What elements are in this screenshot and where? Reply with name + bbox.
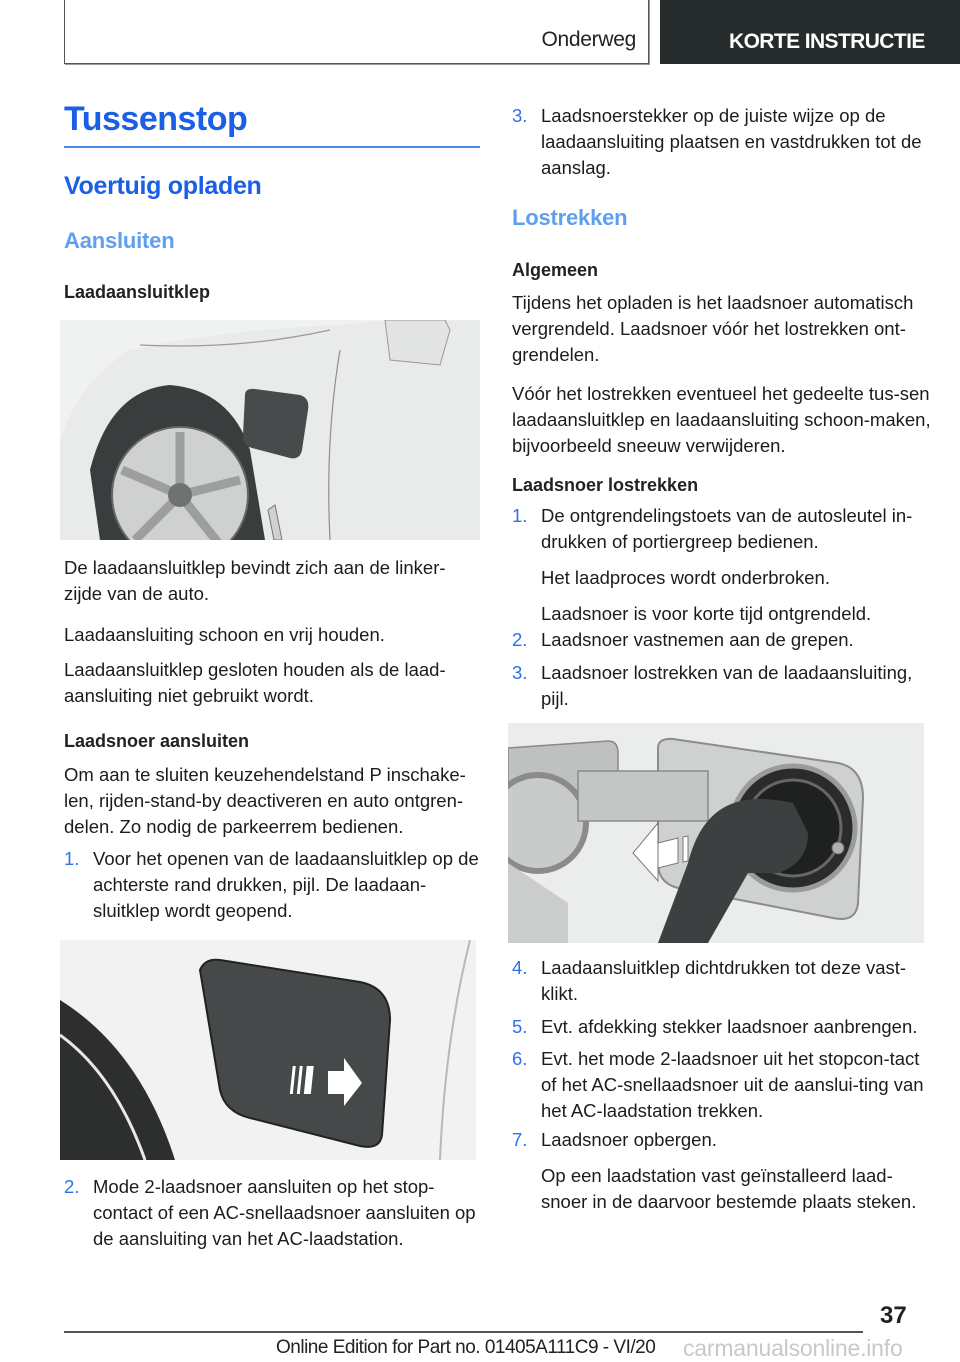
list-item-unplug-step-5 bbox=[512, 1014, 932, 1040]
header-chapter-tab bbox=[660, 0, 960, 64]
list-item-connect-step-1 bbox=[64, 846, 480, 924]
step-text: Evt. afdekking stekker laadsnoer aanbrengen. bbox=[541, 1016, 918, 1037]
title-divider bbox=[64, 146, 480, 148]
paragraph-keep-closed: Laadaansluitklep gesloten houden als de laad-aansluiting niet gebruikt wordt. bbox=[64, 659, 446, 706]
chapter-tab-label: KORTE INSTRUCTIE bbox=[729, 30, 925, 53]
paragraph-flap-location: De laadaansluitklep bevindt zich aan de linker-zijde van de auto. bbox=[64, 557, 446, 604]
section-heading-voertuig-opladen: Voertuig opladen bbox=[64, 172, 262, 200]
page-number: 37 bbox=[880, 1302, 907, 1329]
paragraph-connect-intro: Om aan te sluiten keuzehendelstand P inschake-len, rijden-stand-by deactiveren en auto ontgren-delen. Zo nodig de parkeerrem bedienen. bbox=[64, 764, 466, 837]
step-text: Laadaansluitklep dichtdrukken tot deze vast-klikt. bbox=[541, 957, 907, 1004]
step-number: 1. bbox=[512, 505, 528, 526]
footer-divider bbox=[64, 1331, 863, 1333]
list-item-unplug-step-4 bbox=[512, 955, 932, 1007]
list-item-unplug-step-6 bbox=[512, 1046, 932, 1124]
subheading-lostrekken: Lostrekken bbox=[512, 205, 628, 230]
footer-edition: Online Edition for Part no. 01405A111C9 - VI/20 bbox=[276, 1337, 656, 1358]
subheading-aansluiten: Aansluiten bbox=[64, 228, 175, 253]
step-text: Laadsnoerstekker op de juiste wijze op de laadaansluiting plaatsen en vastdrukken tot de aanslag. bbox=[541, 105, 922, 178]
car-charging-flap-illustration-icon bbox=[60, 320, 480, 540]
heading-laadsnoer-lostrekken: Laadsnoer lostrekken bbox=[512, 475, 699, 495]
paragraph-auto-lock: Tijdens het opladen is het laadsnoer automatisch vergrendeld. Laadsnoer vóór het lostrekken ont-grendelen. bbox=[512, 292, 914, 365]
heading-algemeen: Algemeen bbox=[512, 260, 599, 280]
section-tab-label: Onderweg bbox=[541, 28, 636, 51]
step-text: Voor het openen van de laadaansluitklep op de achterste rand drukken, pijl. De laadaan-sluitklep wordt geopend. bbox=[93, 848, 479, 921]
step-number: 3. bbox=[512, 662, 528, 683]
car-charging-flap-figure bbox=[60, 320, 480, 540]
step-number: 5. bbox=[512, 1016, 528, 1037]
header-section-tab bbox=[64, 0, 649, 64]
flap-press-arrow-illustration-icon bbox=[60, 940, 476, 1160]
step-text: Laadsnoer vastnemen aan de grepen. bbox=[541, 629, 854, 650]
step-number: 1. bbox=[64, 848, 80, 869]
unplug-connector-arrow-illustration-icon bbox=[508, 723, 924, 943]
step-note: Laadsnoer is voor korte tijd ontgrendeld. bbox=[541, 603, 872, 624]
step-number: 2. bbox=[64, 1176, 80, 1197]
step-text: Evt. het mode 2-laadsnoer uit het stopcon-tact of het AC-snellaadsnoer uit de aanslui-ting van het AC-laadstation trekken. bbox=[541, 1048, 924, 1121]
list-item-unplug-step-1 bbox=[512, 503, 932, 627]
step-number: 2. bbox=[512, 629, 528, 650]
paragraph-clean-before: Vóór het lostrekken eventueel het gedeelte tus-sen laadaansluitklep en laadaansluiting schoon-maken, bijvoorbeeld sneeuw verwijderen. bbox=[512, 383, 931, 456]
unplug-connector-figure bbox=[508, 723, 924, 943]
list-item-connect-step-2 bbox=[64, 1174, 480, 1252]
step-number: 4. bbox=[512, 957, 528, 978]
step-text: De ontgrendelingstoets van de autosleutel in-drukken of portiergreep bedienen. bbox=[541, 505, 913, 552]
step-text: Laadsnoer lostrekken van de laadaansluiting, pijl. bbox=[541, 662, 913, 709]
list-item-unplug-step-2 bbox=[512, 627, 932, 653]
list-item-unplug-step-3 bbox=[512, 660, 932, 712]
step-note: Het laadproces wordt onderbroken. bbox=[541, 567, 830, 588]
page-title: Tussenstop bbox=[64, 100, 248, 138]
step-text: Laadsnoer opbergen. bbox=[541, 1129, 717, 1150]
step-number: 6. bbox=[512, 1048, 528, 1069]
watermark: carmanualsonline.info bbox=[683, 1335, 903, 1361]
step-number: 7. bbox=[512, 1129, 528, 1150]
paragraph-keep-clean: Laadaansluiting schoon en vrij houden. bbox=[64, 624, 385, 645]
flap-press-figure bbox=[60, 940, 476, 1160]
step-note: Op een laadstation vast geïnstalleerd laad-snoer in de daarvoor bestemde plaats steken. bbox=[541, 1165, 917, 1212]
list-item-unplug-step-7 bbox=[512, 1127, 932, 1215]
list-item-connect-step-3 bbox=[512, 103, 932, 181]
heading-laadsnoer-aansluiten: Laadsnoer aansluiten bbox=[64, 731, 250, 751]
step-text: Mode 2-laadsnoer aansluiten op het stop-contact of een AC-snellaadsnoer aansluiten op de aansluiting van het AC-laadstation. bbox=[93, 1176, 476, 1249]
step-number: 3. bbox=[512, 105, 528, 126]
heading-laadaansluitklep: Laadaansluitklep bbox=[64, 282, 211, 302]
